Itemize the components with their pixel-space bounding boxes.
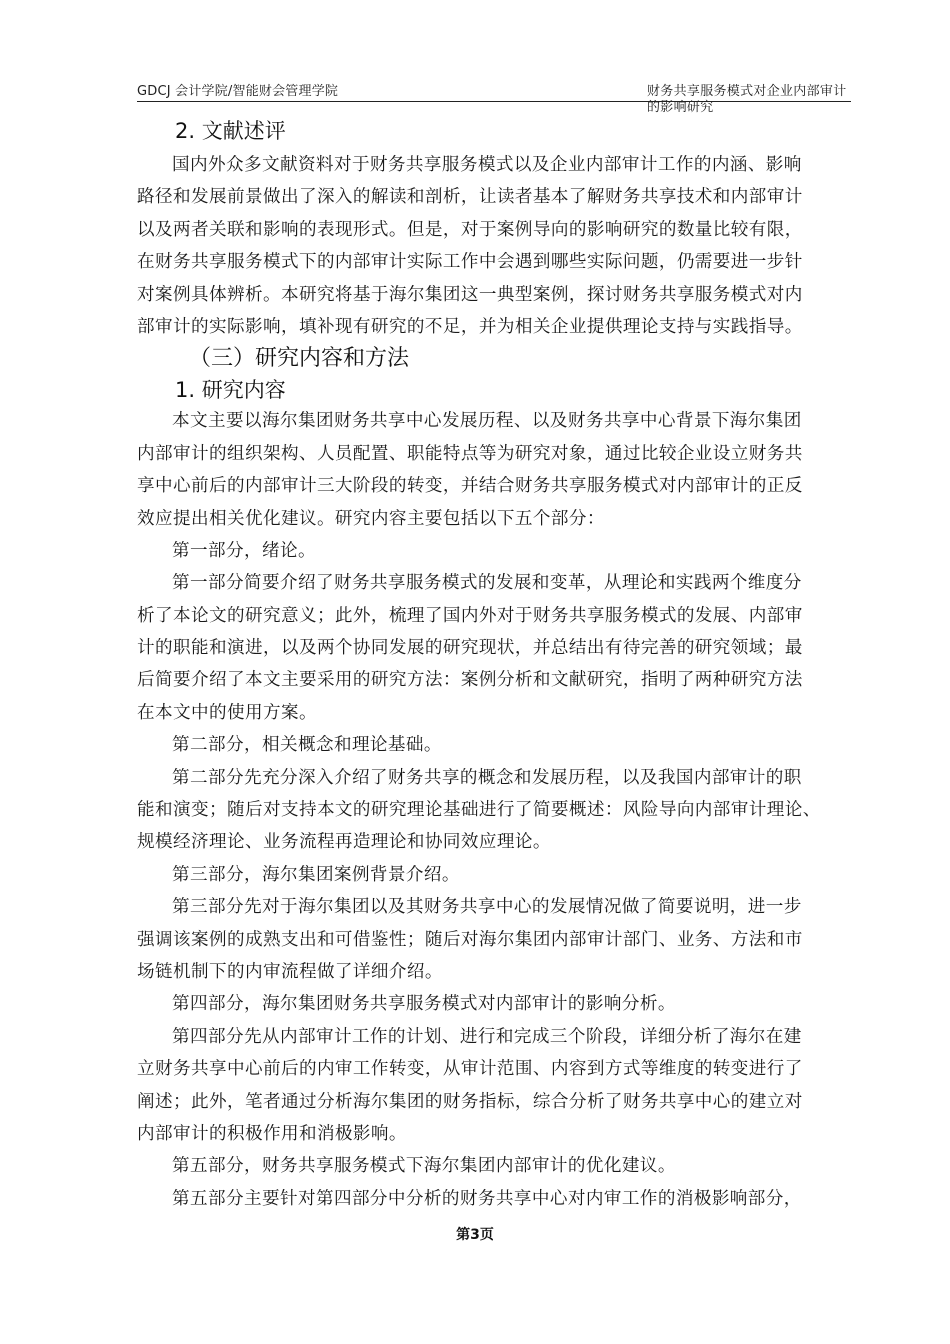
header-institution: GDCJ 会计学院/智能财会管理学院 bbox=[137, 84, 339, 99]
part-3-title: 第三部分，海尔集团案例背景介绍。 bbox=[172, 864, 460, 885]
text-line: 强调该案例的成熟支出和可借鉴性；随后对海尔集团内部审计部门、业务、方法和市 bbox=[137, 929, 803, 950]
header-paper-title: 财务共享服务模式对企业内部审计的影响研究 bbox=[647, 84, 847, 115]
page-number: 第3页 bbox=[456, 1227, 494, 1243]
paragraph-part-4 bbox=[137, 1021, 853, 1151]
text-line: 计的职能和演进，以及两个协同发展的研究现状，并总结出有待完善的研究领域；最 bbox=[137, 638, 803, 659]
heading-literature-review: 2. 文献述评 bbox=[175, 119, 286, 143]
text-line: 在本文中的使用方案。 bbox=[137, 702, 317, 723]
part-5-title: 第五部分，财务共享服务模式下海尔集团内部审计的优化建议。 bbox=[172, 1156, 676, 1177]
text-line: 第五部分主要针对第四部分中分析的财务共享中心对内审工作的消极影响部分， bbox=[172, 1188, 802, 1209]
page-body bbox=[137, 113, 853, 1215]
page-header bbox=[137, 84, 851, 115]
text-line: 以及两者关联和影响的表现形式。但是，对于案例导向的影响研究的数量比较有限， bbox=[137, 219, 803, 240]
paragraph-research-intro bbox=[137, 405, 853, 535]
text-line: 阐述；此外，笔者通过分析海尔集团的财务指标，综合分析了财务共享中心的建立对 bbox=[137, 1091, 803, 1112]
paragraph-part-3 bbox=[137, 891, 853, 988]
text-line: 析了本论文的研究意义；此外，梳理了国内外对于财务共享服务模式的发展、内部审 bbox=[137, 605, 803, 626]
text-line: 在财务共享服务模式下的内部审计实际工作中会遇到哪些实际问题，仍需要进一步针 bbox=[137, 252, 803, 273]
part-1-title: 第一部分，绪论。 bbox=[172, 540, 316, 561]
paragraph-part-5 bbox=[137, 1183, 853, 1215]
text-line: 本文主要以海尔集团财务共享中心发展历程、以及财务共享中心背景下海尔集团 bbox=[172, 411, 802, 432]
heading-section-3: （三）研究内容和方法 bbox=[189, 346, 410, 372]
text-line: 享中心前后的内部审计三大阶段的转变，并结合财务共享服务模式对内部审计的正反 bbox=[137, 476, 803, 497]
text-line: 对案例具体辨析。本研究将基于海尔集团这一典型案例，探讨财务共享服务模式对内 bbox=[137, 284, 803, 305]
text-line: 第四部分先从内部审计工作的计划、进行和完成三个阶段，详细分析了海尔在建 bbox=[172, 1026, 802, 1047]
part-2-title: 第二部分，相关概念和理论基础。 bbox=[172, 735, 442, 756]
text-line: 场链机制下的内审流程做了详细介绍。 bbox=[137, 961, 443, 982]
text-line: 路径和发展前景做出了深入的解读和剖析，让读者基本了解财务共享技术和内部审计 bbox=[137, 187, 803, 208]
text-line: 立财务共享中心前后的内审工作转变，从审计范围、内容到方式等维度的转变进行了 bbox=[137, 1059, 803, 1080]
part-4-title: 第四部分，海尔集团财务共享服务模式对内部审计的影响分析。 bbox=[172, 994, 676, 1015]
text-line: 第三部分先对于海尔集团以及其财务共享中心的发展情况做了简要说明，进一步 bbox=[172, 897, 802, 918]
text-line: 国内外众多文献资料对于财务共享服务模式以及企业内部审计工作的内涵、影响 bbox=[172, 155, 802, 175]
paragraph-literature-review bbox=[137, 149, 853, 343]
text-line: 第一部分简要介绍了财务共享服务模式的发展和变革，从理论和实践两个维度分 bbox=[172, 573, 802, 594]
text-line: 后简要介绍了本文主要采用的研究方法：案例分析和文献研究，指明了两种研究方法 bbox=[137, 670, 803, 691]
text-line: 部审计的实际影响，填补现有研究的不足，并为相关企业提供理论支持与实践指导。 bbox=[137, 316, 803, 337]
text-line: 内部审计的积极作用和消极影响。 bbox=[137, 1123, 407, 1144]
text-line: 规模经济理论、业务流程再造理论和协同效应理论。 bbox=[137, 832, 551, 853]
heading-research-content: 1. 研究内容 bbox=[175, 378, 286, 403]
text-line: 第二部分先充分深入介绍了财务共享的概念和发展历程，以及我国内部审计的职 bbox=[172, 767, 802, 788]
text-line: 内部审计的组织架构、人员配置、职能特点等为研究对象，通过比较企业设立财务共 bbox=[137, 443, 803, 464]
paragraph-part-2 bbox=[137, 762, 853, 859]
text-line: 效应提出相关优化建议。研究内容主要包括以下五个部分： bbox=[137, 508, 605, 529]
text-line: 能和演变；随后对支持本文的研究理论基础进行了简要概述：风险导向内部审计理论、 bbox=[137, 800, 821, 821]
paragraph-part-1 bbox=[137, 567, 853, 729]
